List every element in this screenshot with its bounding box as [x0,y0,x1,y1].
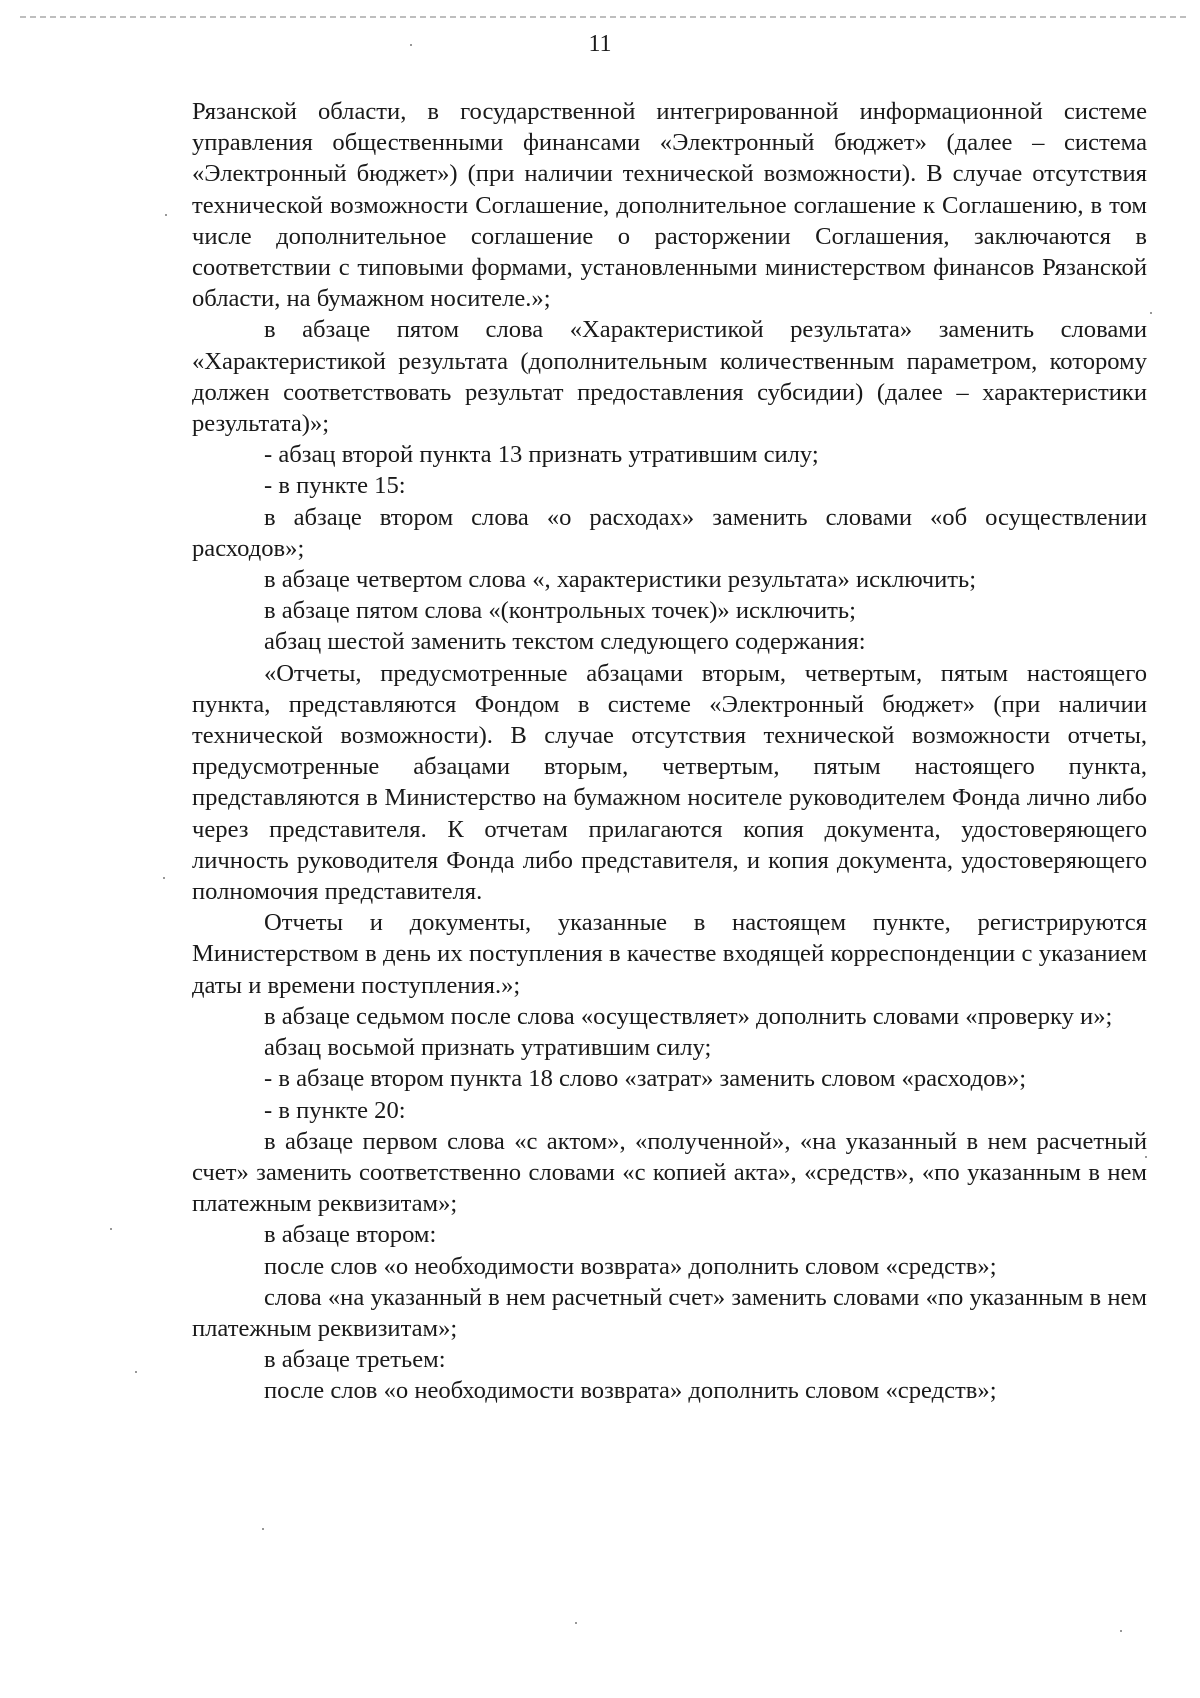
paragraph: абзац восьмой признать утратившим силу; [264,1034,712,1062]
document-body [192,96,1147,1407]
paragraph: в абзаце втором слова «о расходах» заменить словами «об осуществлении расходов»; [192,503,1147,562]
scan-top-edge [20,16,1186,18]
paragraph: в абзаце седьмом после слова «осуществляет» дополнить словами «проверку и»; [264,1002,1113,1030]
paragraph: абзац шестой заменить текстом следующего содержания: [264,628,866,656]
paragraph: Рязанской области, в государственной интегрированной информационной системе управления общественными финансами «Электронный бюджет» (далее – система «Электронный бюджет») (при наличии технической возможности). В случае отсутствия технической возможности Соглашение, дополнительное соглашение к Соглашению, в том числе дополнительное соглашение о расторжении Соглашения, заключаются в соответствии с типовыми формами, установленными министерством финансов Рязанской области, на бумажном носителе.»; [192,98,1147,313]
paragraph: в абзаце первом слова «с актом», «полученной», «на указанный в нем расчетный счет» заменить соответственно словами «с копией акта», «средств», «по указанным в нем платежным реквизитам»; [192,1127,1147,1218]
page-number: 11 [588,31,612,57]
scan-speck [1145,1156,1147,1158]
paragraph: - в абзаце втором пункта 18 слово «затрат» заменить словом «расходов»; [264,1065,1027,1093]
scan-speck [262,1528,264,1530]
paragraph: - в пункте 20: [264,1096,406,1124]
scan-speck [575,1622,577,1624]
scan-speck [165,214,167,216]
paragraph: - в пункте 15: [264,472,406,500]
paragraph: слова «на указанный в нем расчетный счет» заменить словами «по указанным в нем платежным реквизитам»; [192,1283,1147,1342]
scan-speck [135,1371,137,1373]
paragraph: Отчеты и документы, указанные в настоящем пункте, регистрируются Министерством в день их поступления в качестве входящей корреспонденции с указанием даты и времени поступления.»; [192,909,1147,999]
paragraph: после слов «о необходимости возврата» дополнить словом «средств»; [264,1252,997,1280]
scan-speck [163,877,165,879]
scan-speck [1120,1630,1122,1632]
scan-speck [410,44,412,46]
scan-speck [1150,312,1152,314]
paragraph: - абзац второй пункта 13 признать утратившим силу; [264,441,819,469]
paragraph: в абзаце пятом слова «(контрольных точек)» исключить; [264,597,856,625]
paragraph: в абзаце пятом слова «Характеристикой результата» заменить словами «Характеристикой результата (дополнительным количественным параметром, которому должен соответствовать результат предоставления субсидии) (далее – характеристики результата)»; [192,316,1147,438]
paragraph: «Отчеты, предусмотренные абзацами вторым, четвертым, пятым настоящего пункта, представляются Фондом в системе «Электронный бюджет» (при наличии технической возможности). В случае отсутствия технической возможности отчеты, предусмотренные абзацами вторым, четвертым, пятым настоящего пункта, представляются в Министерство на бумажном носителе руководителем Фонда лично либо через представителя. К отчетам прилагаются копия документа, удостоверяющего личность руководителя Фонда либо представителя, и копия документа, удостоверяющего полномочия представителя. [192,659,1147,906]
paragraph: в абзаце четвертом слова «, характеристики результата» исключить; [264,566,977,594]
paragraph: в абзаце третьем: [264,1346,446,1374]
scan-speck [110,1228,112,1230]
paragraph: после слов «о необходимости возврата» дополнить словом «средств»; [264,1377,997,1405]
paragraph: в абзаце втором: [264,1221,437,1249]
